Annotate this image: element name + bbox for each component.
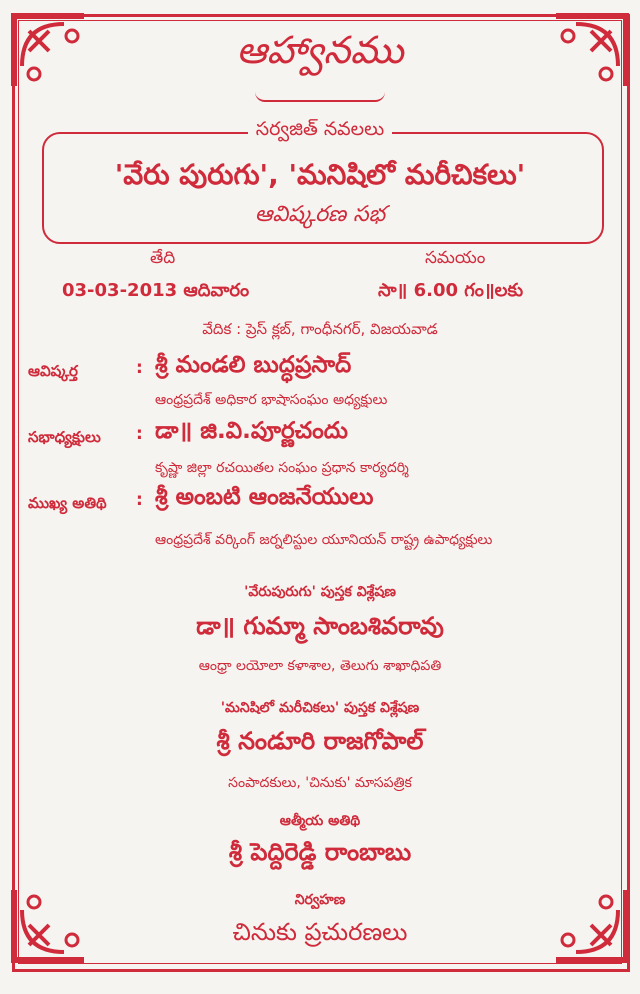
series-label: సర్వజిత్ నవలలు bbox=[248, 118, 392, 140]
series-row bbox=[0, 118, 640, 145]
venue: వేదిక : ప్రెస్ క్లబ్, గాంధీనగర్, విజయవాడ bbox=[202, 320, 438, 338]
reviewer-name: శ్రీ నండూరి రాజగోపాల్ bbox=[216, 727, 424, 755]
organizer-name: చినుకు ప్రచురణలు bbox=[232, 918, 408, 946]
books-title: 'వేరు పురుగు', 'మనిషిలో మరీచికలు' bbox=[114, 158, 526, 191]
reviewer-designation: సంపాదకులు, 'చినుకు' మాసపత్రిక bbox=[228, 775, 412, 791]
colon: : bbox=[136, 358, 143, 378]
role-name: శ్రీ మండలి బుద్ధప్రసాద్ bbox=[155, 352, 352, 378]
role-name: డా॥ జి.వి.పూర్ణచందు bbox=[155, 418, 348, 444]
guest-name: శ్రీ పెద్దిరెడ్డి రాంబాబు bbox=[228, 838, 412, 866]
date-value: 03-03-2013 ఆదివారం bbox=[62, 280, 250, 301]
role-label: సభాధ్యక్షులు bbox=[28, 428, 101, 446]
date-label: తేది bbox=[150, 248, 176, 268]
review-title: 'మనిషిలో మరీచికలు' పుస్తక విశ్లేషణ bbox=[220, 700, 420, 716]
reviewer-designation: ఆంధ్రా లయోలా కళాశాల, తెలుగు శాఖాధిపతి bbox=[198, 658, 442, 674]
colon: : bbox=[136, 424, 143, 444]
role-designation: ఆంధ్రప్రదేశ్ అధికార భాషాసంఘం అధ్యక్షులు bbox=[155, 392, 388, 408]
role-label: ముఖ్య అతిథి bbox=[28, 494, 107, 512]
event-row bbox=[0, 202, 640, 232]
review-title: 'వేరుపురుగు' పుస్తక విశ్లేషణ bbox=[244, 584, 396, 600]
organizer-title: నిర్వహణ bbox=[294, 892, 346, 908]
heading-swash bbox=[255, 92, 385, 102]
time-value: సా॥ 6.00 గం॥లకు bbox=[378, 280, 524, 301]
role-name: శ్రీ అంబటి ఆంజనేయులు bbox=[155, 484, 374, 510]
invitation-heading: ఆహ్వానము bbox=[236, 28, 404, 72]
guest-title: ఆత్మీయ అతిథి bbox=[279, 813, 361, 829]
role-designation: కృష్ణా జిల్లా రచయితల సంఘం ప్రధాన కార్యదర్శి bbox=[155, 460, 409, 476]
role-designation: ఆంధ్రప్రదేశ్ వర్కింగ్ జర్నలిస్టుల యూనియన్ రాష్ట్ర ఉపాధ్యక్షులు bbox=[155, 532, 493, 548]
colon: : bbox=[136, 490, 143, 510]
event-name: ఆవిష్కరణ సభ bbox=[247, 202, 393, 227]
time-label: సమయం bbox=[425, 248, 486, 268]
role-label: ఆవిష్కర్త bbox=[28, 362, 78, 380]
reviewer-name: డా॥ గుమ్మా సాంబశివరావు bbox=[196, 612, 444, 640]
